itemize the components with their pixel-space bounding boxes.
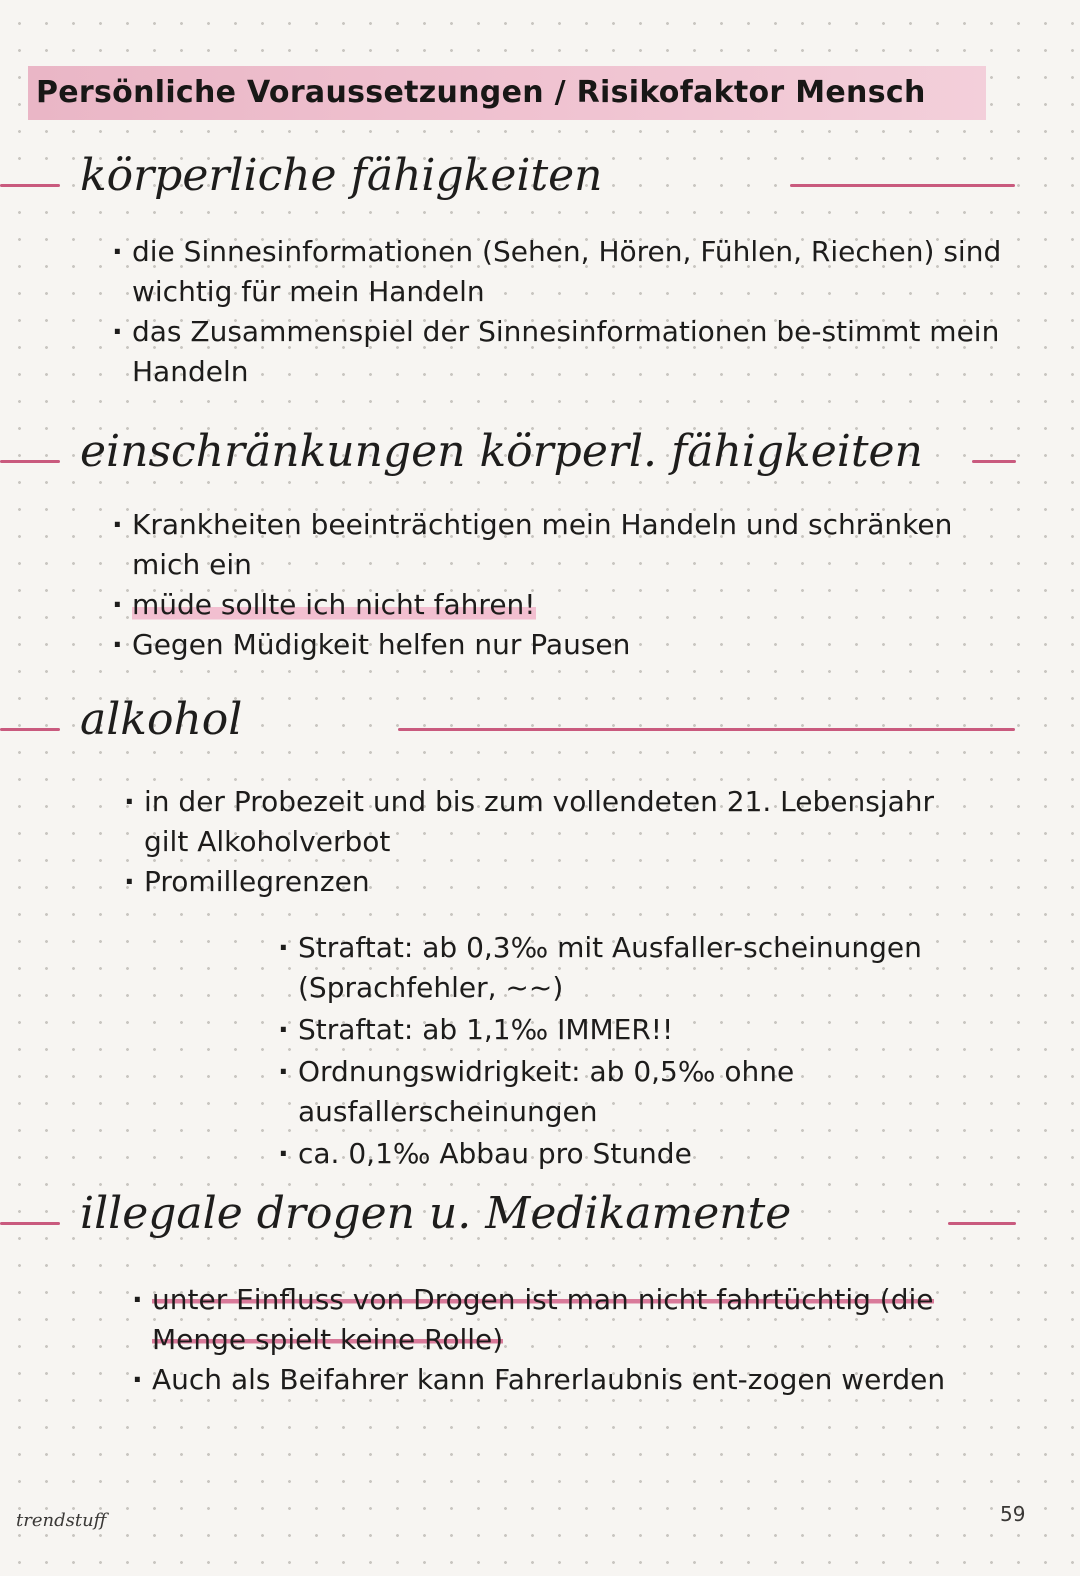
list-item [132,1280,1012,1360]
highlighted-text: müde sollte ich nicht fahren! [132,588,536,621]
list-item: · Auch als Beifahrer kann Fahrerlaubnis ent-zogen werden [132,1360,1012,1400]
bullet-list-einschraenkungen [112,505,992,665]
section-heading-text: körperliche fähigkeiten [80,150,603,201]
list-item: · Straftat: ab 0,3‰ mit Ausfaller-scheinungen (Sprachfehler, ~~) [278,928,1008,1008]
heading-dash [0,728,60,731]
heading-rule [790,184,1015,187]
bullet-list-alkohol [124,782,984,902]
section-heading-illegale-drogen [0,1186,1030,1250]
bullet-list-illegale-drogen [132,1280,1012,1400]
heading-rule [948,1222,1016,1225]
section-heading-text: illegale drogen u. Medikamente [80,1188,792,1239]
page-title: Persönliche Voraussetzungen / Risikofaktor Mensch [28,66,986,120]
highlighted-text: unter Einfluss von Drogen ist man nicht fahrtüchtig (die Menge spielt keine Rolle) [152,1283,934,1356]
list-item: · das Zusammenspiel der Sinnesinformationen be-stimmt mein Handeln [112,312,1012,392]
list-item: · Ordnungswidrigkeit: ab 0,5‰ ohne ausfallerscheinungen [278,1052,1008,1132]
section-heading-einschraenkungen [0,424,1030,488]
heading-dash [0,1222,60,1225]
list-item: · Krankheiten beeinträchtigen mein Handeln und schränken mich ein [112,505,992,585]
page-number: 59 [1000,1502,1026,1526]
list-item: · die Sinnesinformationen (Sehen, Hören, Fühlen, Riechen) sind wichtig für mein Handeln [112,232,1012,312]
heading-dash [0,184,60,187]
section-heading-alkohol [0,692,1030,756]
list-item: · Gegen Müdigkeit helfen nur Pausen [112,625,992,665]
sub-bullet-list-promillegrenzen [278,928,1008,1176]
brand-logo-text: trendstuff [16,1510,107,1531]
section-heading-koerperliche-faehigkeiten [0,148,1030,212]
list-item: · Promillegrenzen [124,862,984,902]
list-item: · Straftat: ab 1,1‰ IMMER!! [278,1010,1008,1050]
section-heading-text: alkohol [80,694,243,745]
heading-dash [0,460,60,463]
bullet-list-koerperliche-faehigkeiten [112,232,1012,392]
list-item [112,585,992,625]
heading-rule [398,728,1015,731]
section-heading-text: einschränkungen körperl. fähigkeiten [80,426,923,477]
list-item: · in der Probezeit und bis zum vollendeten 21. Lebensjahr gilt Alkoholverbot [124,782,984,862]
heading-rule [972,460,1016,463]
list-item: · ca. 0,1‰ Abbau pro Stunde [278,1134,1008,1174]
